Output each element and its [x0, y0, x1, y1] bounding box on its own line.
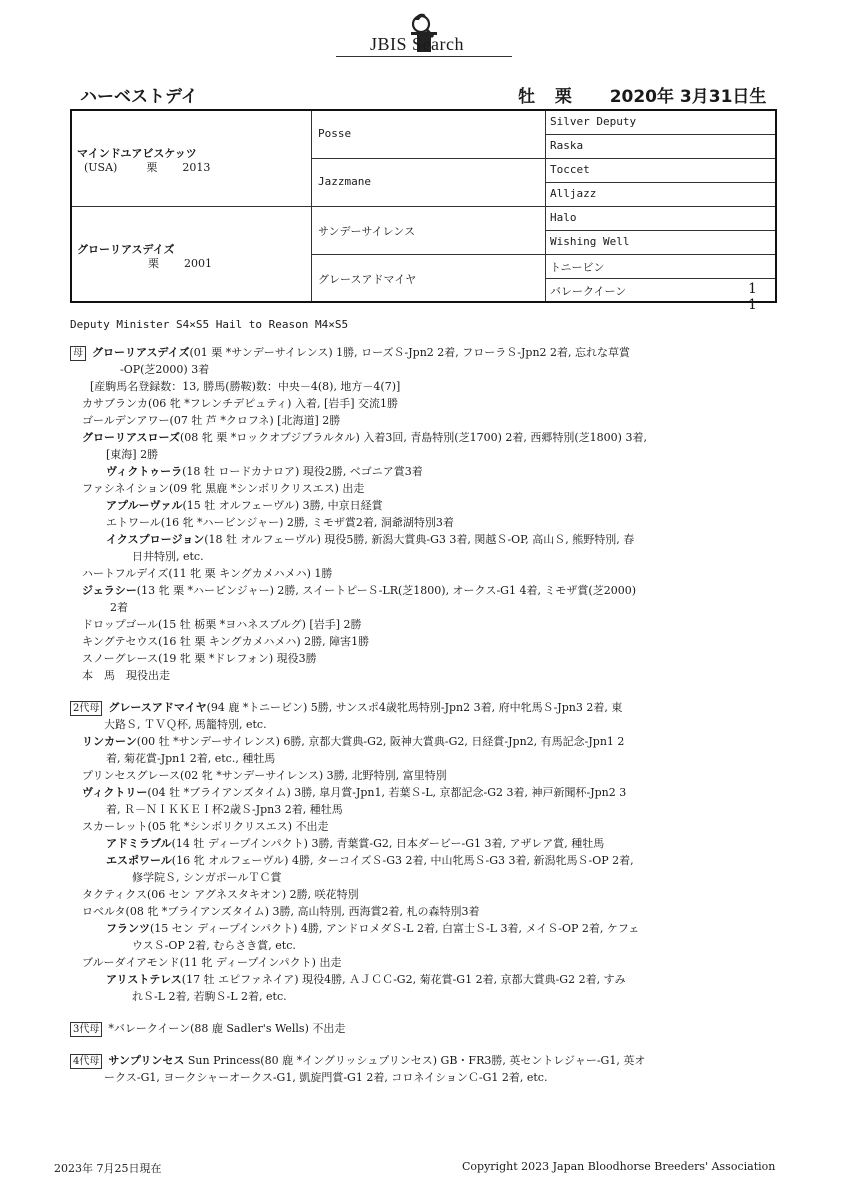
family-line — [70, 835, 775, 852]
record-text: ークス-G1, ヨークシャーオークス-G1, 凱旋門賞-G1 2着, コロネイションＣ-G1 2着, etc. — [104, 1071, 548, 1084]
horse-link-name: ジェラシー — [82, 584, 137, 597]
family-line — [70, 716, 775, 733]
record-text: (15 牡 オルフェーヴル) 3勝, 中京日経賞 — [182, 499, 383, 512]
family-line — [70, 767, 775, 784]
record-text: 大路Ｓ, ＴＶＱ杯, 馬籠特別, etc. — [104, 718, 267, 731]
dam-year: 2001 — [184, 257, 212, 270]
family-content — [70, 344, 775, 1086]
dam-color: 栗 — [148, 257, 159, 270]
family-line — [70, 531, 775, 548]
record-text: (15 セン ディープインパクト) 4勝, アンドロメダＳ-L 2着, 白富士Ｓ-L 3着, メイＳ-OP 2着, ケフェ — [150, 922, 640, 935]
horse-link-name: グローリアスローズ — [82, 431, 181, 444]
record-text: 本 馬 現役出走 — [82, 669, 170, 682]
family-line — [70, 412, 775, 429]
generation-tag: 4代母 — [70, 1054, 102, 1069]
record-text: 修学院Ｓ, シンガポールＴＣ賞 — [132, 871, 282, 884]
horse-link-name: フランツ — [106, 922, 150, 935]
record-text: (94 鹿 *トニービン) 5勝, サンスポ4歳牝馬特別-Jpn2 3着, 府中牝馬Ｓ-Jpn3 2着, 東 — [206, 701, 623, 714]
record-text: [東海] 2勝 — [106, 448, 159, 461]
family-line — [70, 869, 775, 886]
horse-link-name: ヴィクトリー — [82, 786, 148, 799]
gen3-4: Alljazz — [550, 187, 597, 200]
family-line — [70, 852, 775, 869]
record-text: カサブランカ(06 牝 *フレンチデピュティ) 入着, [岩手] 交流1勝 — [82, 397, 399, 410]
record-text: *バレークイーン(88 鹿 Sadler's Wells) 不出走 — [108, 1022, 346, 1035]
gen2-sire-sire: Posse — [318, 127, 352, 140]
record-text: (18 牡 ロードカナロア) 現役2勝, ベゴニア賞3着 — [182, 465, 423, 478]
family-section — [70, 1020, 775, 1037]
record-text: 着, 菊花賞-Jpn1 2着, etc., 種牡馬 — [106, 752, 276, 765]
horse-link-name: ヴィクトゥーラ — [106, 465, 183, 478]
logo-underline — [336, 56, 512, 57]
family-line — [70, 750, 775, 767]
family-line — [70, 886, 775, 903]
family-line — [70, 582, 775, 599]
gen2-dam-dam: グレースアドマイヤ — [318, 273, 417, 286]
record-text: (18 牡 オルフェーヴル) 現役5勝, 新潟大賞典-G3 3着, 関越Ｓ-OP, 高山Ｓ, 熊野特別, 春 — [204, 533, 635, 546]
generation-tag: 母 — [70, 346, 86, 361]
record-text: (04 牡 *ブライアンズタイム) 3勝, 皐月賞-Jpn1, 若葉Ｓ-L, 京都記念-G2 3着, 神戸新聞杯-Jpn2 3 — [147, 786, 627, 799]
family-line — [70, 920, 775, 937]
family-line — [70, 429, 775, 446]
horse-link-name: グレースアドマイヤ — [108, 701, 207, 714]
generation-tag: 3代母 — [70, 1022, 102, 1037]
record-text: スノーグレース(19 牝 栗 *ドレフォン) 現役3勝 — [82, 652, 317, 665]
family-line — [70, 937, 775, 954]
horse-link-name: アプルーヴァル — [106, 499, 183, 512]
horse-link-name: リンカーン — [82, 735, 137, 748]
family-line — [70, 971, 775, 988]
sire-country: (USA) — [84, 161, 118, 174]
gen3-2: Raska — [550, 139, 584, 152]
family-line — [70, 548, 775, 565]
family-line — [70, 446, 775, 463]
record-text: キングテセウス(16 牡 栗 キングカメハメハ) 2勝, 障害1勝 — [82, 635, 370, 648]
horse-link-name: サンプリンセス — [108, 1054, 185, 1067]
record-text: [産駒馬名登録数：13, 勝馬(勝鞍)数：中央－4(8), 地方－4(7)] — [90, 380, 401, 393]
pedigree-table — [70, 109, 777, 313]
family-line — [70, 633, 775, 650]
family-line — [70, 733, 775, 750]
family-line — [70, 988, 775, 1005]
record-text: (08 牝 栗 *ロックオブジブラルタル) 入着3回, 青島特別(芝1700) 2着, 西郷特別(芝1800) 3着, — [180, 431, 647, 444]
record-text: 日井特別, etc. — [132, 550, 204, 563]
gen3-8: バレークイーン — [550, 285, 627, 298]
family-line — [70, 903, 775, 920]
record-text: ゴールデンアワー(07 牡 芦 *クロフネ) [北海道] 2勝 — [82, 414, 341, 427]
family-line — [70, 784, 775, 801]
horse-link-name: グローリアスデイズ — [92, 346, 190, 359]
family-line — [70, 514, 775, 531]
family-line — [70, 801, 775, 818]
family-line — [70, 616, 775, 633]
generation-tag: 2代母 — [70, 701, 102, 716]
dam-name: グローリアスデイズ — [77, 243, 175, 256]
horse-info — [518, 82, 766, 107]
record-text: ドロップゴール(15 牡 栃栗 *ヨハネスブルグ) [岩手] 2勝 — [82, 618, 362, 631]
record-text: ウスＳ-OP 2着, むらさき賞, etc. — [132, 939, 296, 952]
logo-text: JBIS Search — [370, 34, 464, 54]
family-line — [70, 599, 775, 616]
horse-sex: 牡 — [518, 87, 535, 107]
family-number: 1 1 — [748, 281, 759, 313]
family-section — [70, 699, 775, 1005]
record-text: (17 牡 エピファネイア) 現役4勝, ＡＪＣＣ-G2, 菊花賞-G1 2着, 京都大賞典-G2 2着, すみ — [181, 973, 626, 986]
record-text: タクティクス(06 セン アグネスタキオン) 2勝, 咲花特別 — [82, 888, 359, 901]
as-of-date: 2023年 7月25日現在 — [54, 1162, 162, 1175]
record-text: 着, Ｒ－ＮＩＫＫＥＩ杯2歳Ｓ-Jpn3 2着, 種牡馬 — [106, 803, 343, 816]
record-text: ブルーダイアモンド(11 牝 ディープインパクト) 出走 — [82, 956, 342, 969]
gen2-dam-sire: サンデーサイレンス — [318, 225, 416, 238]
family-line — [70, 378, 775, 395]
record-text: (00 牡 *サンデーサイレンス) 6勝, 京都大賞典-G2, 阪神大賞典-G2, 日経賞-Jpn2, 有馬記念-Jpn1 2 — [136, 735, 625, 748]
record-text: (13 牝 栗 *ハービンジャー) 2勝, スイートピーＳ-LR(芝1800), オークス-G1 4着, ミモザ賞(芝2000) — [136, 584, 637, 597]
gen2-sire-dam: Jazzmane — [318, 175, 371, 188]
family-heading-line — [70, 1020, 775, 1037]
record-text: 2着 — [110, 601, 128, 614]
gen3-5: Halo — [550, 211, 577, 224]
dam-details — [148, 255, 212, 271]
record-text: (01 栗 *サンデーサイレンス) 1勝, ローズＳ-Jpn2 2着, フローラＳ-Jpn2 2着, 忘れな草賞 — [189, 346, 631, 359]
family-line — [70, 463, 775, 480]
record-text: ハートフルデイズ(11 牝 栗 キングカメハメハ) 1勝 — [82, 567, 333, 580]
sire-color: 栗 — [146, 161, 158, 174]
gen3-7: トニービン — [550, 261, 605, 274]
family-line — [70, 361, 775, 378]
family-line — [70, 1069, 775, 1086]
copyright: Copyright 2023 Japan Bloodhorse Breeders' Association — [462, 1160, 776, 1173]
family-line — [70, 818, 775, 835]
record-text: (14 牡 ディープインパクト) 3勝, 青葉賞-G2, 日本ダービー-G1 3着, アザレア賞, 種牡馬 — [171, 837, 605, 850]
family-heading-line — [70, 1052, 775, 1069]
horse-link-name: アリストテレス — [106, 973, 182, 986]
sire-year: 2013 — [182, 161, 211, 174]
family-line — [70, 497, 775, 514]
horse-birth: 2020年 3月31日生 — [609, 87, 767, 107]
record-text: Sun Princess(80 鹿 *イングリッシュプリンセス) GB・FR3勝, 英セントレジャー-G1, 英オ — [184, 1054, 646, 1067]
record-text: -OP(芝2000) 3着 — [120, 363, 210, 376]
horse-link-name: エスポワール — [106, 854, 172, 867]
record-text: れＳ-L 2着, 若駒Ｓ-L 2着, etc. — [132, 990, 287, 1003]
record-text: ロベルタ(08 牝 *ブライアンズタイム) 3勝, 高山特別, 西海賞2着, 札の森特別3着 — [82, 905, 480, 918]
family-line — [70, 565, 775, 582]
family-line — [70, 395, 775, 412]
gen3-1: Silver Deputy — [550, 115, 637, 128]
family-line — [70, 954, 775, 971]
family-line — [70, 480, 775, 497]
horse-color: 栗 — [554, 87, 572, 107]
horse-name: ハーベストデイ — [80, 87, 198, 107]
record-text: (16 牝 オルフェーヴル) 4勝, ターコイズＳ-G3 2着, 中山牝馬Ｓ-G3 3着, 新潟牝馬Ｓ-OP 2着, — [171, 854, 634, 867]
gen3-3: Toccet — [550, 163, 590, 176]
record-text: プリンセスグレース(02 牝 *サンデーサイレンス) 3勝, 北野特別, 富里特別 — [82, 769, 447, 782]
family-heading-line — [70, 699, 775, 716]
record-text: ファシネイション(09 牝 黒鹿 *シンボリクリスエス) 出走 — [82, 482, 365, 495]
record-text: エトワール(16 牝 *ハービンジャー) 2勝, ミモザ賞2着, 洞爺湖特別3着 — [106, 516, 454, 529]
family-heading-line — [70, 344, 775, 361]
horse-link-name: アドミラブル — [106, 837, 172, 850]
family-line — [70, 650, 775, 667]
gen3-6: Wishing Well — [550, 235, 630, 248]
family-section — [70, 344, 775, 684]
sire-name: マインドユアビスケッツ — [77, 147, 197, 160]
family-line — [70, 667, 775, 684]
sire-details — [84, 159, 210, 175]
record-text: スカーレット(05 牝 *シンボリクリスエス) 不出走 — [82, 820, 329, 833]
family-section — [70, 1052, 775, 1086]
horse-link-name: イクスプロージョン — [106, 533, 205, 546]
inbreeding-note: Deputy Minister S4×S5 Hail to Reason M4×S5 — [70, 318, 349, 331]
